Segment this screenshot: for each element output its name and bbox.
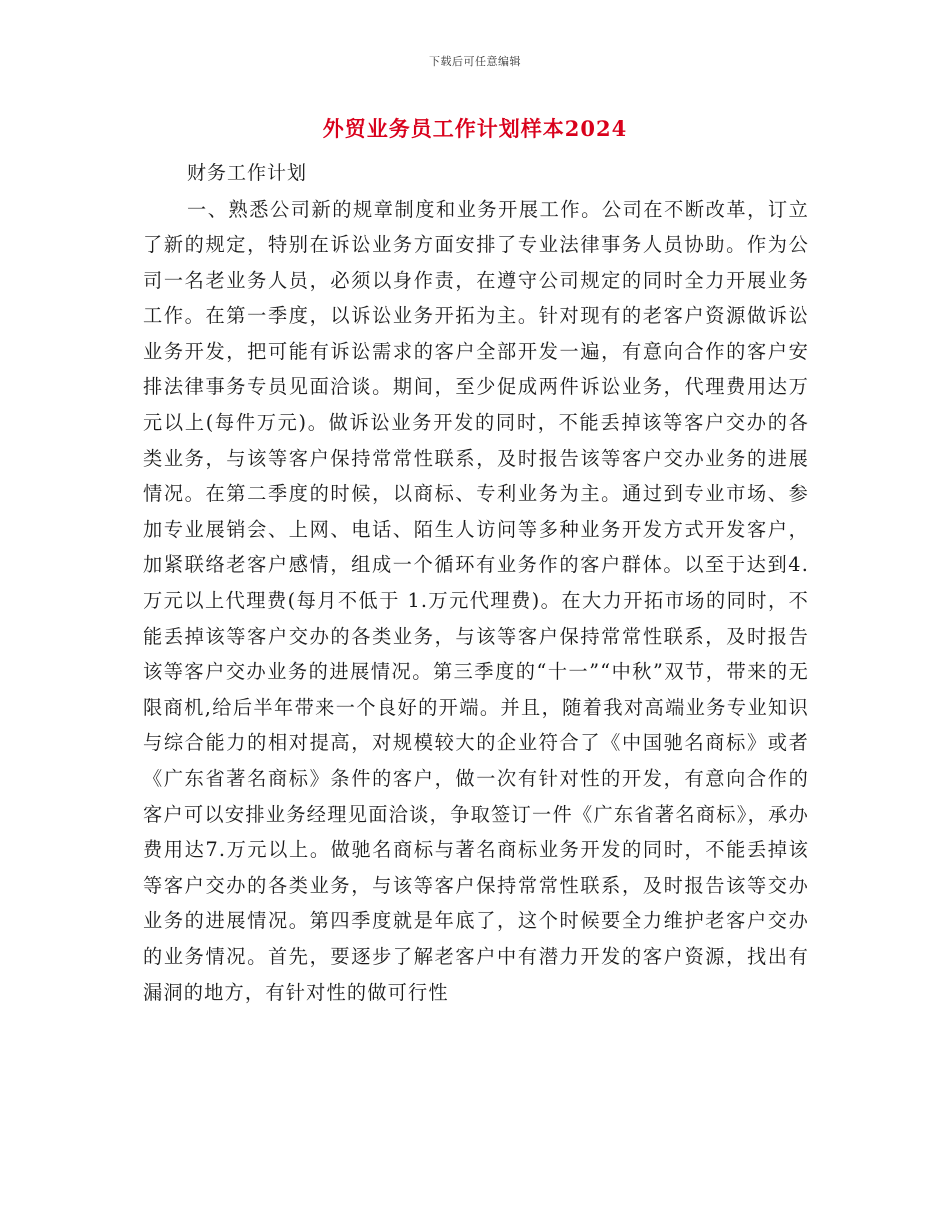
header-note: 下载后可任意编辑 <box>429 55 521 68</box>
document-body <box>143 156 809 1010</box>
body-paragraph: 一、熟悉公司新的规章制度和业务开展工作。公司在不断改革，订立了新的规定，特别在诉讼业务方面安排了专业法律事务人员协助。作为公司一名老业务人员，必须以身作责，在遵守公司规定的同时全力开展业务工作。在第一季度，以诉讼业务开拓为主。针对现有的老客户资源做诉讼业务开发，把可能有诉讼需求的客户全部开发一遍，有意向合作的客户安排法律事务专员见面洽谈。期间，至少促成两件诉讼业务，代理费用达万元以上(每件万元)。做诉讼业务开发的同时，不能丢掉该等客户交办的各类业务，与该等客户保持常常性联系，及时报告该等客户交办业务的进展情况。在第二季度的时候，以商标、专利业务为主。通过到专业市场、参加专业展销会、上网、电话、陌生人访问等多种业务开发方式开发客户，加紧联络老客户感情，组成一个循环有业务作的客户群体。以至于达到4.万元以上代理费(每月不低于 1.万元代理费)。在大力开拓市场的同时，不能丢掉该等客户交办的各类业务，与该等客户保持常常性联系，及时报告该等客户交办业务的进展情况。第三季度的“十一”“中秋”双节，带来的无限商机,给后半年带来一个良好的开端。并且，随着我对高端业务专业知识与综合能力的相对提高，对规模较大的企业符合了《中国驰名商标》或者《广东省著名商标》条件的客户，做一次有针对性的开发，有意向合作的客户可以安排业务经理见面洽谈，争取签订一件《广东省著名商标》，承办费用达7.万元以上。做驰名商标与著名商标业务开发的同时，不能丢掉该等客户交办的各类业务，与该等客户保持常常性联系，及时报告该等交办业务的进展情况。第四季度就是年底了，这个时候要全力维护老客户交办的业务情况。首先，要逐步了解老客户中有潜力开发的客户资源，找出有漏洞的地方，有针对性的做可行性 <box>143 197 809 1004</box>
section-heading: 财务工作计划 <box>187 162 308 184</box>
document-title: 外贸业务员工作计划样本2024 <box>322 116 628 141</box>
